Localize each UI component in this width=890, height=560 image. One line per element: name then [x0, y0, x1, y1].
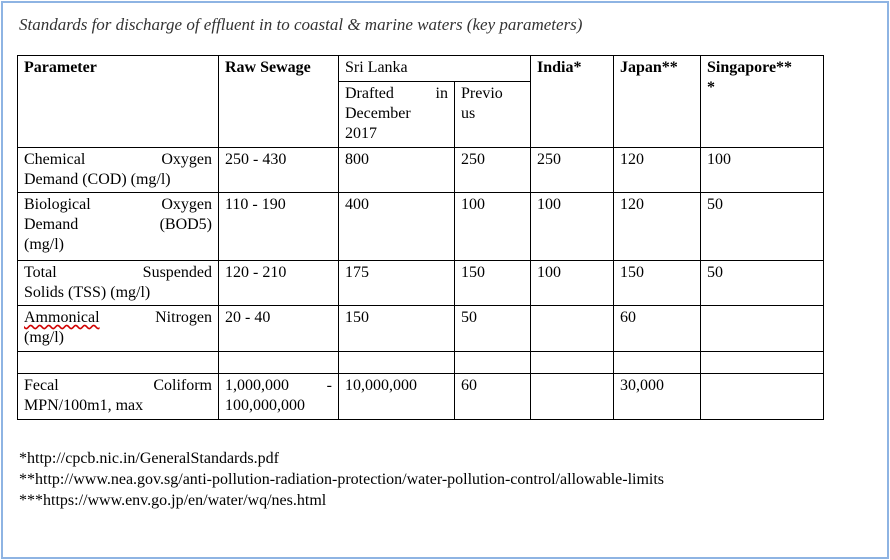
row-japan: 120	[614, 193, 701, 261]
row-sl-previous: 60	[455, 374, 531, 420]
table-row	[18, 306, 824, 352]
row-india	[531, 306, 614, 352]
footnote-singapore-source: **http://www.nea.gov.sg/anti-pollution-radiation-protection/water-pollution-control/allowable-limits	[19, 471, 665, 488]
table-row	[18, 374, 824, 420]
row-raw-sewage: 1,000,000 - 100,000,000	[219, 374, 339, 420]
footnotes	[19, 448, 664, 511]
row-india: 250	[531, 148, 614, 193]
row-parameter: Chemical Oxygen Demand (COD) (mg/l)	[18, 148, 219, 193]
effluent-standards-table	[17, 55, 824, 420]
header-sl-drafted-line3: 2017	[345, 125, 377, 142]
row-singapore: 100	[701, 148, 824, 193]
header-parameter: Parameter	[18, 56, 219, 148]
row-raw-sewage: 110 - 190	[219, 193, 339, 261]
header-sl-previous-line1: Previo	[461, 85, 503, 102]
row-raw-sewage: 250 - 430	[219, 148, 339, 193]
header-row	[18, 56, 824, 82]
row-singapore: 50	[701, 193, 824, 261]
header-sl-drafted-line1: Drafted in	[345, 85, 448, 102]
row-sl-previous: 250	[455, 148, 531, 193]
header-singapore-line2: *	[707, 79, 715, 96]
row-singapore	[701, 306, 824, 352]
row-sl-previous: 50	[455, 306, 531, 352]
footnote-japan-source: ***https://www.env.go.jp/en/water/wq/nes.html	[19, 492, 327, 509]
document-frame	[1, 1, 889, 559]
row-japan: 150	[614, 261, 701, 306]
header-singapore-line1: Singapore**	[707, 59, 793, 76]
row-sl-previous: 150	[455, 261, 531, 306]
header-sl-drafted	[339, 82, 455, 148]
table-row	[18, 193, 824, 261]
header-sl-previous	[455, 82, 531, 148]
row-sl-drafted: 10,000,000	[339, 374, 455, 420]
header-raw-sewage: Raw Sewage	[219, 56, 339, 148]
row-raw-sewage: 20 - 40	[219, 306, 339, 352]
row-sl-drafted: 800	[339, 148, 455, 193]
row-india: 100	[531, 193, 614, 261]
row-parameter: Ammonical Nitrogen (mg/l)	[18, 306, 219, 352]
row-parameter: Total Suspended Solids (TSS) (mg/l)	[18, 261, 219, 306]
row-singapore: 50	[701, 261, 824, 306]
spellcheck-word: Ammonical	[24, 309, 100, 326]
header-india: India*	[531, 56, 614, 148]
footnote-india-source: *http://cpcb.nic.in/GeneralStandards.pdf	[19, 450, 279, 467]
row-japan: 60	[614, 306, 701, 352]
table-caption: Standards for discharge of effluent in to coastal & marine waters (key parameters)	[19, 15, 583, 34]
table-row	[18, 261, 824, 306]
table-row-empty	[18, 352, 824, 374]
row-india: 100	[531, 261, 614, 306]
row-sl-drafted: 150	[339, 306, 455, 352]
row-singapore	[701, 374, 824, 420]
row-raw-sewage: 120 - 210	[219, 261, 339, 306]
row-sl-previous: 100	[455, 193, 531, 261]
row-india	[531, 374, 614, 420]
row-parameter: Fecal Coliform MPN/100m1, max	[18, 374, 219, 420]
table-row	[18, 148, 824, 193]
row-sl-drafted: 400	[339, 193, 455, 261]
header-singapore	[701, 56, 824, 148]
row-parameter: Biological Oxygen Demand (BOD5) (mg/l)	[18, 193, 219, 261]
header-sl-previous-line2: us	[461, 105, 476, 122]
header-sri-lanka: Sri Lanka	[339, 56, 531, 82]
row-sl-drafted: 175	[339, 261, 455, 306]
header-sl-drafted-line2: December	[345, 105, 411, 122]
header-japan: Japan**	[614, 56, 701, 148]
row-japan: 120	[614, 148, 701, 193]
row-japan: 30,000	[614, 374, 701, 420]
